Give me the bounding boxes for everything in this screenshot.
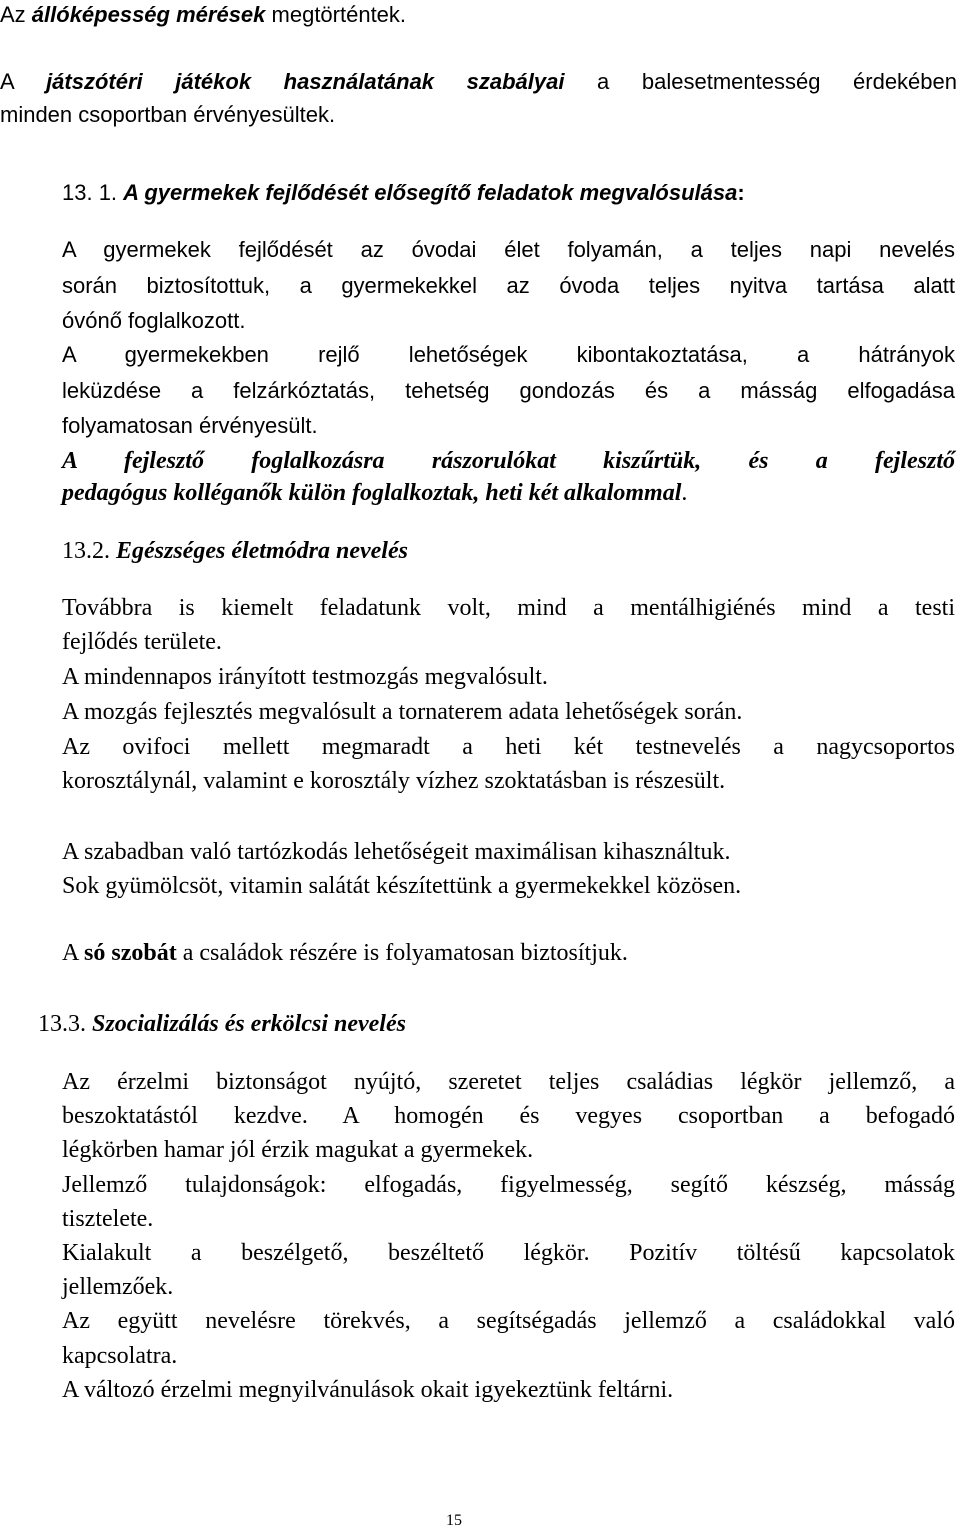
heading-colon: :: [737, 180, 745, 205]
paragraph-development-line: óvónő foglalkozott.: [62, 308, 246, 333]
page-number: 15: [446, 1512, 462, 1529]
paragraph-outdoor-line: A szabadban való tartózkodás lehetőségeit maximálisan kihasználtuk.: [62, 839, 731, 865]
section-title: Egészséges életmódra nevelés: [116, 538, 408, 564]
text-run: Az: [0, 2, 32, 27]
text-run: pedagógus kolléganők külön foglalkoztak, heti két alkalommal: [62, 480, 682, 506]
paragraph-healthy-lifestyle-line: A mozgás fejlesztés megvalósult a tornaterem adata lehetőségek során.: [62, 699, 743, 725]
paragraph-socialization-line: A változó érzelmi megnyilvánulások okait igyekeztünk feltárni.: [62, 1377, 674, 1403]
paragraph-socialization-line: kapcsolatra.: [62, 1343, 178, 1369]
paragraph-socialization-line: Jellemző tulajdonságok: elfogadás, figyelmesség, segítő készség, másság: [62, 1172, 955, 1198]
paragraph-playground-rules-line-1: [0, 67, 957, 97]
section-title: A gyermekek fejlődését elősegítő feladatok megvalósulása: [123, 180, 738, 205]
paragraph-playground-rules-line-2: minden csoportban érvényesültek.: [0, 102, 336, 127]
paragraph-special-education-line: A fejlesztő foglalkozásra rászorulókat kiszűrtük, és a fejlesztő: [62, 448, 955, 474]
text-run: A: [62, 940, 85, 966]
paragraph-special-education-line: [62, 478, 687, 508]
paragraph-socialization-line: Az érzelmi biztonságot nyújtó, szeretet teljes családias légkör jellemző, a: [62, 1069, 955, 1095]
paragraph-healthy-lifestyle-line: Továbbra is kiemelt feladatunk volt, mind a mentálhigiénés mind a testi: [62, 595, 955, 621]
section-heading-13-3: [38, 1009, 406, 1039]
section-title: Szocializálás és erkölcsi nevelés: [92, 1011, 406, 1037]
paragraph-potential-line: A gyermekekben rejlő lehetőségek kibontakoztatása, a hátrányok: [62, 342, 955, 367]
text-run: A: [0, 69, 47, 94]
paragraph-potential-line: folyamatosan érvényesült.: [62, 413, 318, 438]
section-number: 13. 1.: [62, 180, 124, 205]
section-number: 13.3.: [38, 1011, 92, 1037]
section-number: 13.2.: [62, 538, 116, 564]
paragraph-development-line: A gyermekek fejlődését az óvodai élet folyamán, a teljes napi nevelés: [62, 237, 955, 262]
paragraph-potential-line: leküzdése a felzárkóztatás, tehetség gondozás és a másság elfogadása: [62, 378, 955, 403]
paragraph-socialization-line: beszoktatástól kezdve. A homogén és vegyes csoportban a befogadó: [62, 1103, 955, 1129]
text-run: a balesetmentesség érdekében: [564, 69, 957, 94]
paragraph-fitness-measurements: [0, 0, 406, 30]
paragraph-outdoor-line: Sok gyümölcsöt, vitamin salátát készítettünk a gyermekekkel közösen.: [62, 873, 742, 899]
paragraph-salt-room: [62, 938, 628, 968]
section-heading-13-2: [62, 536, 408, 566]
paragraph-healthy-lifestyle-line: A mindennapos irányított testmozgás megvalósult.: [62, 664, 548, 690]
paragraph-socialization-line: Kialakult a beszélgető, beszéltető légkör. Pozitív töltésű kapcsolatok: [62, 1240, 955, 1266]
paragraph-development-line: során biztosítottuk, a gyermekekkel az óvoda teljes nyitva tartása alatt: [62, 273, 955, 298]
section-heading-13-1: [62, 178, 745, 208]
emphasis-run: állóképesség mérések: [31, 2, 266, 27]
paragraph-socialization-line: jellemzőek.: [62, 1274, 174, 1300]
paragraph-socialization-line: Az együtt nevelésre törekvés, a segítségadás jellemző a családokkal való: [62, 1308, 955, 1334]
emphasis-run: só szobát: [84, 940, 177, 966]
paragraph-socialization-line: tisztelete.: [62, 1206, 154, 1232]
paragraph-healthy-lifestyle-line: korosztálynál, valamint e korosztály vízhez szoktatásban is részesült.: [62, 768, 726, 794]
text-run: a családok részére is folyamatosan biztosítjuk.: [176, 940, 628, 966]
text-run: megtörténtek.: [265, 2, 407, 27]
emphasis-run: játszótéri játékok használatának szabályai: [46, 69, 565, 94]
paragraph-socialization-line: légkörben hamar jól érzik magukat a gyermekek.: [62, 1137, 534, 1163]
text-run: .: [681, 480, 688, 506]
paragraph-healthy-lifestyle-line: fejlődés területe.: [62, 629, 222, 655]
paragraph-healthy-lifestyle-line: Az ovifoci mellett megmaradt a heti két testnevelés a nagycsoportos: [62, 734, 955, 760]
